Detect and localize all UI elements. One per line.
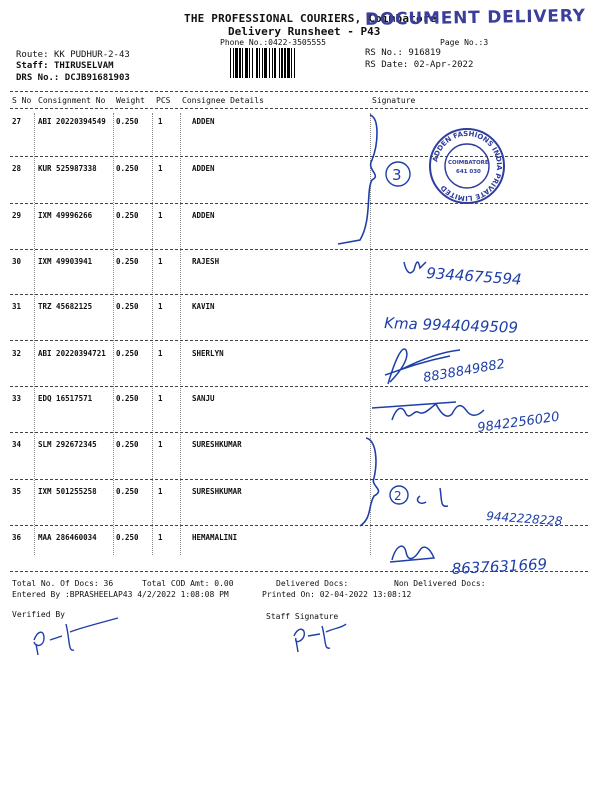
cell-sno: 30 bbox=[12, 257, 22, 266]
signature-row33 bbox=[372, 402, 484, 420]
cell-consignee: ADDEN bbox=[192, 164, 215, 173]
rs-no-label: RS No.: bbox=[365, 48, 403, 58]
cell-weight: 0.250 bbox=[116, 440, 139, 449]
cell-sno: 27 bbox=[12, 117, 22, 126]
staff-value: THIRUSELVAM bbox=[53, 61, 114, 71]
delivered-docs: Delivered Docs: bbox=[276, 579, 349, 588]
cell-consignee: SURESHKUMAR bbox=[192, 487, 242, 496]
cell-consignee: HEMAMALINI bbox=[192, 533, 238, 542]
verified-by-label: Verified By bbox=[12, 610, 65, 619]
cell-pcs: 1 bbox=[158, 117, 163, 126]
total-docs: Total No. Of Docs: 36 bbox=[12, 579, 114, 588]
col-header-weight: Weight bbox=[116, 96, 145, 105]
seal-city: COIMBATORE bbox=[448, 160, 489, 166]
company-title: THE PROFESSIONAL COURIERS, Coimbatore bbox=[184, 12, 437, 25]
staff-signature-label: Staff Signature bbox=[266, 612, 339, 621]
cell-consignment: SLM 292672345 bbox=[38, 440, 97, 449]
cell-weight: 0.250 bbox=[116, 117, 139, 126]
cell-weight: 0.250 bbox=[116, 487, 139, 496]
route-value: KK PUDHUR-2-43 bbox=[53, 50, 130, 60]
cell-weight: 0.250 bbox=[116, 211, 139, 220]
phone-row32: 8838849882 bbox=[422, 356, 507, 386]
col-header-consignee: Consignee Details bbox=[182, 96, 264, 105]
cell-sno: 34 bbox=[12, 440, 22, 449]
cell-sno: 36 bbox=[12, 533, 22, 542]
runsheet-subtitle: Delivery Runsheet - P43 bbox=[228, 25, 381, 38]
seal-outer-path: ADDEN FASHIONS INDIA PRIVATE LIMITED bbox=[431, 129, 504, 203]
cell-weight: 0.250 bbox=[116, 164, 139, 173]
cell-consignment: ABI 20220394549 bbox=[38, 117, 106, 126]
brace-mark bbox=[360, 438, 379, 526]
cell-pcs: 1 bbox=[158, 394, 163, 403]
route-label: Route: bbox=[16, 50, 49, 60]
rs-date-value: 02-Apr-2022 bbox=[413, 60, 474, 70]
col-header-consignment: Consignment No bbox=[38, 96, 106, 105]
cell-consignee: RAJESH bbox=[192, 257, 220, 266]
non-delivered-docs: Non Delivered Docs: bbox=[394, 579, 486, 588]
cell-consignment: MAA 286460034 bbox=[38, 533, 97, 542]
drs-value: DCJB91681903 bbox=[64, 73, 130, 83]
rs-no-value: 916819 bbox=[408, 48, 441, 58]
circled-count: 3 bbox=[392, 166, 402, 184]
cell-consignee: SHERLYN bbox=[192, 349, 224, 358]
cell-consignment: KUR 525987338 bbox=[38, 164, 97, 173]
col-header-sno: S No bbox=[12, 96, 32, 105]
cell-pcs: 1 bbox=[158, 257, 163, 266]
cell-weight: 0.250 bbox=[116, 349, 139, 358]
cell-sno: 31 bbox=[12, 302, 22, 311]
signature-row36 bbox=[390, 546, 434, 562]
cell-consignee: ADDEN bbox=[192, 211, 215, 220]
cell-weight: 0.250 bbox=[116, 257, 139, 266]
seal-outer-text bbox=[431, 130, 503, 202]
cell-pcs: 1 bbox=[158, 164, 163, 173]
phone-row31: Kma 9944049509 bbox=[383, 314, 519, 337]
cell-consignment: TRZ 45682125 bbox=[38, 302, 93, 311]
drs-label: DRS No.: bbox=[16, 73, 60, 83]
cell-consignee: ADDEN bbox=[192, 117, 215, 126]
cell-consignment: ABI 20220394721 bbox=[38, 349, 106, 358]
cell-consignee: KAVIN bbox=[192, 302, 215, 311]
phone-row33: 9842256020 bbox=[476, 409, 561, 436]
phone-row30: 9344675594 bbox=[425, 264, 523, 289]
verified-signature bbox=[34, 618, 118, 655]
circled-count-2: 2 bbox=[394, 489, 402, 503]
cell-pcs: 1 bbox=[158, 349, 163, 358]
phone-number: Phone No.:0422-3505555 bbox=[220, 38, 326, 47]
cell-pcs: 1 bbox=[158, 487, 163, 496]
cell-consignee: SANJU bbox=[192, 394, 215, 403]
cell-sno: 32 bbox=[12, 349, 22, 358]
seal-pin: 641 030 bbox=[456, 169, 481, 175]
brace-mark bbox=[338, 115, 377, 244]
cell-consignment: IXM 501255258 bbox=[38, 487, 97, 496]
staff-label: Staff: bbox=[16, 61, 49, 71]
page-number: Page No.:3 bbox=[440, 38, 489, 47]
printed-on: Printed On: 02-04-2022 13:08:12 bbox=[262, 590, 412, 599]
cell-sno: 29 bbox=[12, 211, 22, 220]
cell-pcs: 1 bbox=[158, 440, 163, 449]
cell-pcs: 1 bbox=[158, 533, 163, 542]
entered-by: Entered By :BPRASHEELAP43 4/2/2022 1:08:08 PM bbox=[12, 590, 229, 599]
cell-consignment: IXM 49996266 bbox=[38, 211, 93, 220]
cell-consignment: IXM 49903941 bbox=[38, 257, 93, 266]
staff-signature bbox=[294, 624, 346, 652]
phone-row36: 8637631669 bbox=[451, 555, 548, 578]
cell-pcs: 1 bbox=[158, 211, 163, 220]
signature-row35 bbox=[418, 488, 448, 506]
col-header-signature: Signature bbox=[372, 96, 416, 105]
cell-consignee: SURESHKUMAR bbox=[192, 440, 242, 449]
company-seal bbox=[430, 129, 504, 203]
rs-date-label: RS Date: bbox=[365, 60, 409, 70]
document-delivery-stamp: DOCUMENT DELIVERY bbox=[364, 6, 587, 30]
cell-weight: 0.250 bbox=[116, 533, 139, 542]
total-cod: Total COD Amt: 0.00 bbox=[142, 579, 234, 588]
cell-sno: 33 bbox=[12, 394, 22, 403]
cell-sno: 35 bbox=[12, 487, 22, 496]
col-header-pcs: PCS bbox=[156, 96, 171, 105]
cell-consignment: EDQ 16517571 bbox=[38, 394, 93, 403]
cell-sno: 28 bbox=[12, 164, 22, 173]
cell-weight: 0.250 bbox=[116, 302, 139, 311]
cell-pcs: 1 bbox=[158, 302, 163, 311]
cell-weight: 0.250 bbox=[116, 394, 139, 403]
signature-row30 bbox=[404, 262, 426, 273]
phone-row35: 9442228228 bbox=[485, 509, 563, 529]
